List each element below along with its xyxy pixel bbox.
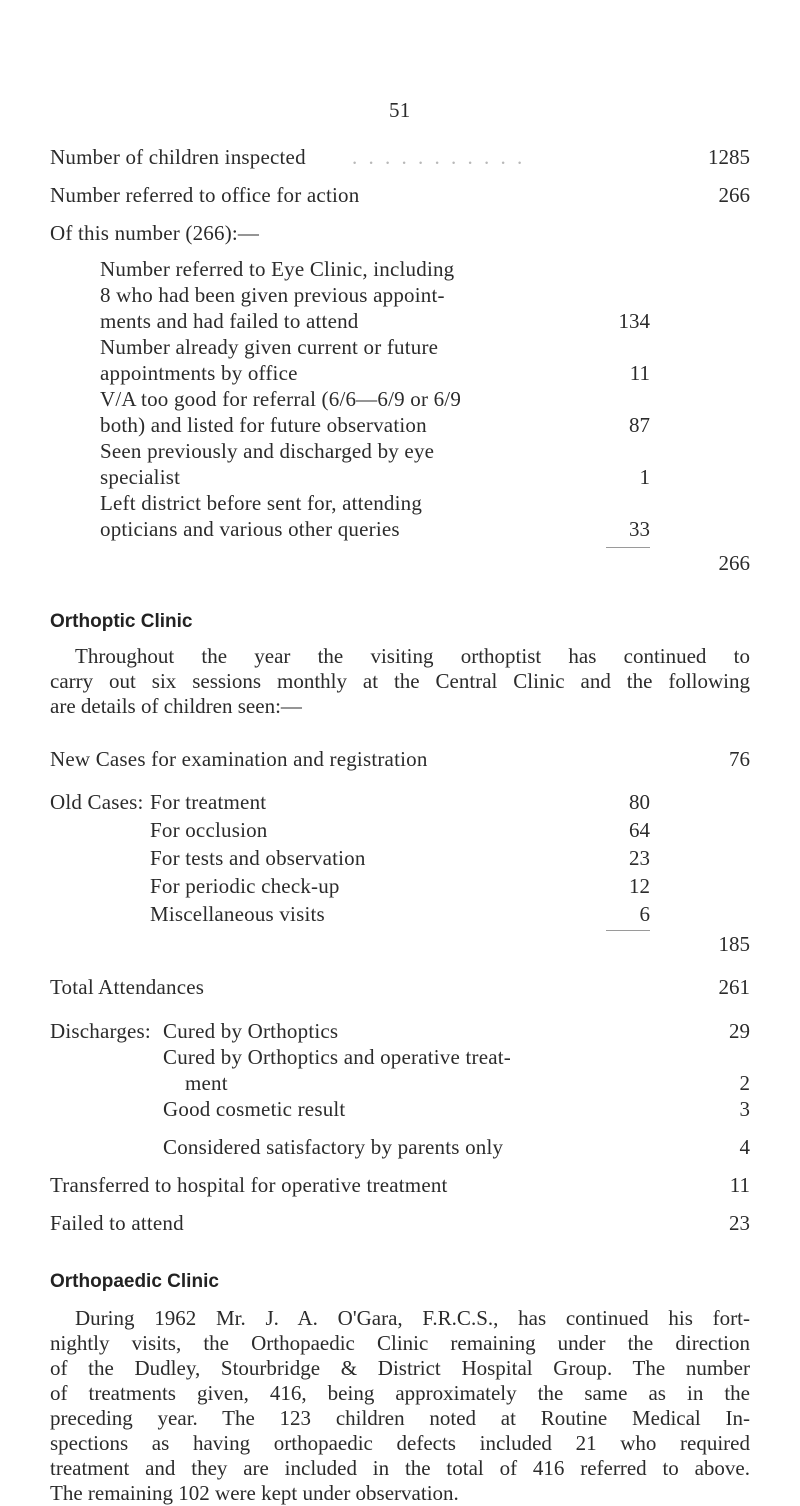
referred-value: 266 bbox=[718, 183, 750, 207]
orthopaedic-line: The remaining 102 were kept under observation. bbox=[50, 1481, 459, 1505]
discharge-value: 4 bbox=[739, 1135, 750, 1159]
old-case-label: For periodic check-up bbox=[150, 874, 340, 898]
va-line-1: V/A too good for referral (6/6—6/9 or 6/9 bbox=[100, 387, 462, 411]
orthoptic-intro-line-2: carry out six sessions monthly at the Central Clinic and the following bbox=[50, 669, 750, 693]
old-cases-prefix: Old Cases: bbox=[50, 790, 144, 814]
old-case-label: For tests and observation bbox=[150, 846, 366, 870]
discharge-label: Good cosmetic result bbox=[163, 1097, 346, 1121]
old-case-value: 80 bbox=[629, 790, 650, 814]
old-case-value: 6 bbox=[639, 902, 650, 926]
va-value: 87 bbox=[629, 413, 650, 437]
failed-label: Failed to attend bbox=[50, 1211, 184, 1235]
orthoptic-heading: Orthoptic Clinic bbox=[50, 611, 193, 632]
appointments-line-2: appointments by office bbox=[100, 361, 298, 385]
eye-clinic-line-2: 8 who had been given previous appoint- bbox=[100, 283, 445, 307]
discharge-label: Cured by Orthoptics bbox=[163, 1019, 339, 1043]
orthopaedic-line: treatment and they are included in the total of 416 referred to above. bbox=[50, 1456, 750, 1480]
old-case-value: 23 bbox=[629, 846, 650, 870]
old-case-label: For treatment bbox=[150, 790, 267, 814]
left-district-line-1: Left district before sent for, attending bbox=[100, 491, 423, 515]
inspected-label: Number of children inspected bbox=[50, 145, 306, 169]
total-attendances-label: Total Attendances bbox=[50, 975, 205, 999]
discharge-label: ment bbox=[185, 1071, 228, 1095]
old-cases-rule bbox=[606, 930, 650, 931]
inspected-value: 1285 bbox=[708, 145, 750, 169]
specialist-line-1: Seen previously and discharged by eye bbox=[100, 439, 435, 463]
discharges-prefix: Discharges: bbox=[50, 1019, 151, 1043]
specialist-value: 1 bbox=[639, 465, 650, 489]
orthopaedic-line: nightly visits, the Orthopaedic Clinic remaining under the direction bbox=[50, 1331, 750, 1355]
new-cases-label: New Cases for examination and registration bbox=[50, 747, 428, 771]
orthopaedic-line: spections as having orthopaedic defects included 21 who required bbox=[50, 1431, 750, 1455]
of-this-number: Of this number (266):— bbox=[50, 221, 260, 245]
transferred-value: 11 bbox=[729, 1173, 750, 1197]
orthopaedic-heading: Orthopaedic Clinic bbox=[50, 1271, 219, 1292]
orthoptic-intro bbox=[50, 644, 750, 719]
transferred-label: Transferred to hospital for operative treatment bbox=[50, 1173, 448, 1197]
failed-value: 23 bbox=[729, 1211, 750, 1235]
old-cases-total: 185 bbox=[718, 932, 750, 956]
total-attendances-value: 261 bbox=[718, 975, 750, 999]
new-cases-value: 76 bbox=[729, 747, 750, 771]
old-case-value: 12 bbox=[629, 874, 650, 898]
subtotal-rule bbox=[606, 547, 650, 548]
left-district-line-2: opticians and various other queries bbox=[100, 517, 400, 541]
referred-label: Number referred to office for action bbox=[50, 183, 360, 207]
eye-clinic-value: 134 bbox=[618, 309, 650, 333]
eye-clinic-line-1: Number referred to Eye Clinic, including bbox=[100, 257, 455, 281]
orthopaedic-line: preceding year. The 123 children noted at Routine Medical In- bbox=[50, 1406, 750, 1430]
discharge-value: 2 bbox=[739, 1071, 750, 1095]
appointments-line-1: Number already given current or future bbox=[100, 335, 439, 359]
eye-clinic-line-3: ments and had failed to attend bbox=[100, 309, 359, 333]
leader-dots: . . . . . . . . . . . bbox=[352, 145, 526, 169]
discharge-label: Cured by Orthoptics and operative treat- bbox=[163, 1045, 511, 1069]
orthopaedic-line: During 1962 Mr. J. A. O'Gara, F.R.C.S., has continued his fort- bbox=[75, 1306, 750, 1330]
orthopaedic-line: of treatments given, 416, being approximately the same as in the bbox=[50, 1381, 750, 1405]
old-case-label: Miscellaneous visits bbox=[150, 902, 325, 926]
old-case-value: 64 bbox=[629, 818, 650, 842]
specialist-line-2: specialist bbox=[100, 465, 181, 489]
orthoptic-intro-line-1: Throughout the year the visiting orthoptist has continued to bbox=[75, 644, 750, 668]
discharge-label: Considered satisfactory by parents only bbox=[163, 1135, 504, 1159]
orthopaedic-line: of the Dudley, Stourbridge & District Hospital Group. The number bbox=[50, 1356, 750, 1380]
orthoptic-intro-line-3: are details of children seen:— bbox=[50, 694, 302, 718]
inspection-total: 266 bbox=[718, 551, 750, 575]
page-number: 51 bbox=[389, 98, 411, 122]
discharge-value: 3 bbox=[739, 1097, 750, 1121]
appointments-value: 11 bbox=[629, 361, 650, 385]
old-case-label: For occlusion bbox=[150, 818, 268, 842]
va-line-2: both) and listed for future observation bbox=[100, 413, 427, 437]
orthopaedic-paragraph bbox=[50, 1306, 750, 1506]
discharge-value: 29 bbox=[729, 1019, 750, 1043]
left-district-value: 33 bbox=[629, 517, 650, 541]
